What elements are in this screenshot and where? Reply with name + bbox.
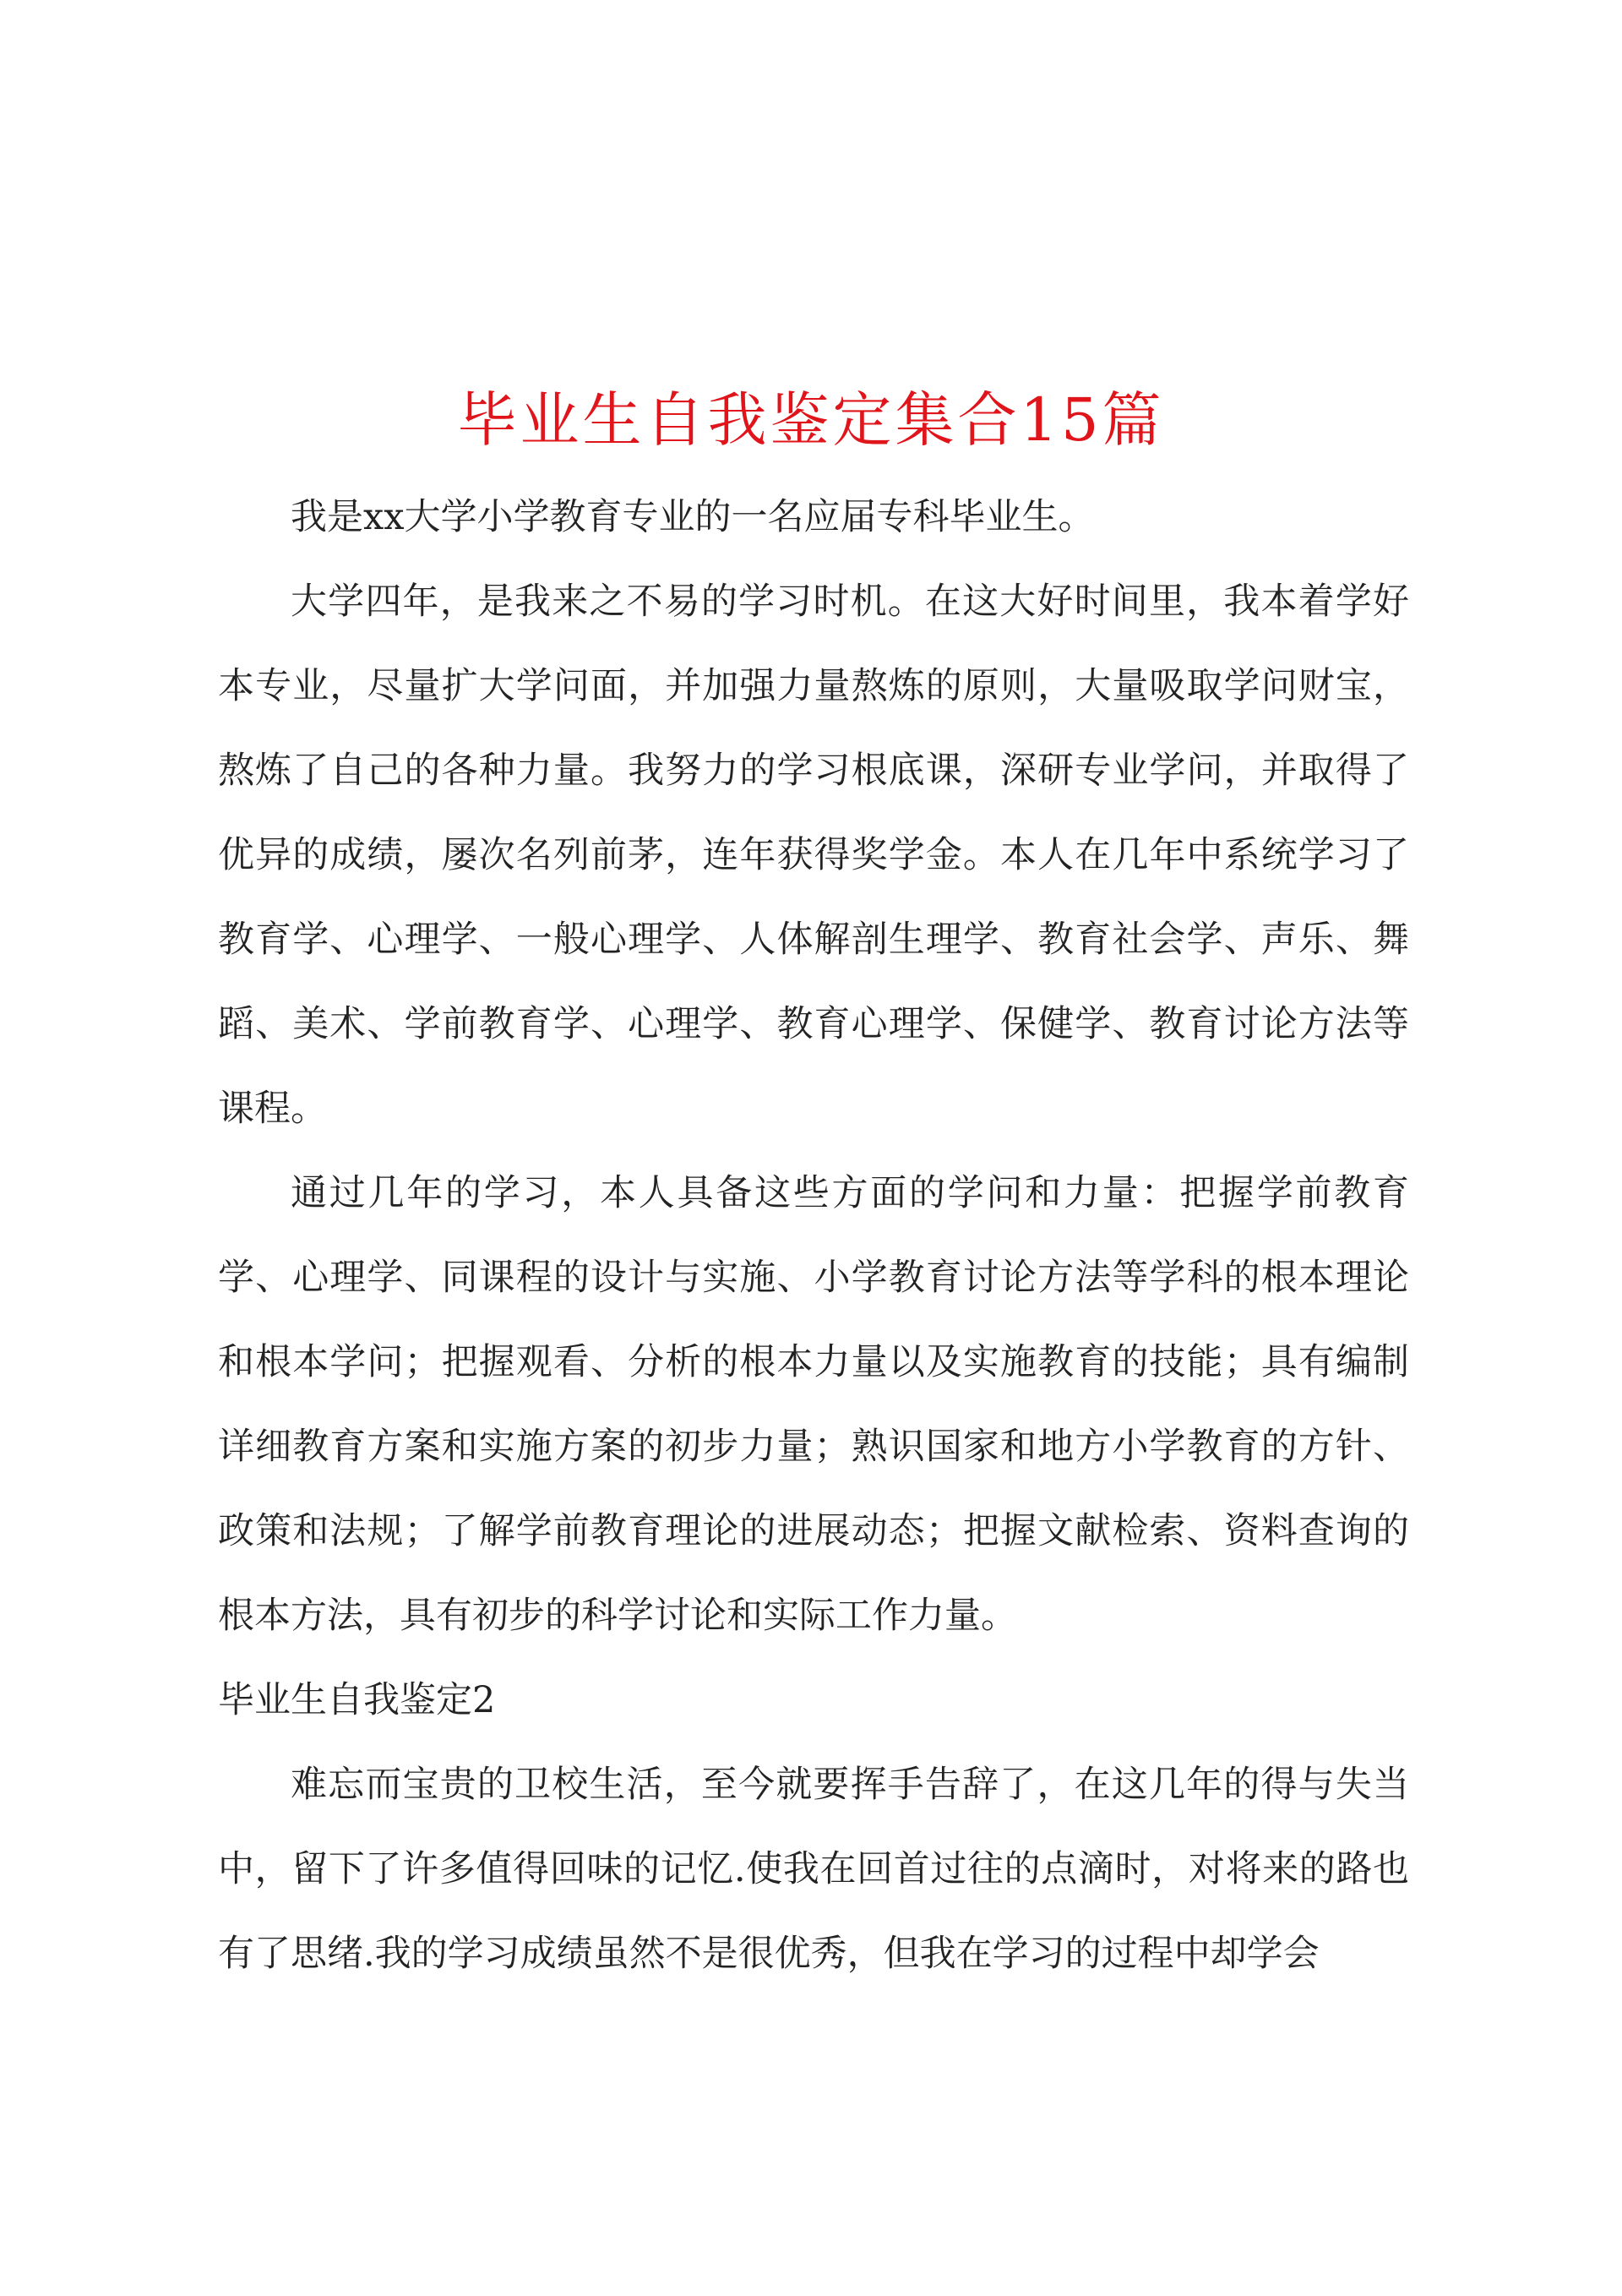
paragraph-section-2: 难忘而宝贵的卫校生活，至今就要挥手告辞了，在这几年的得与失当中，留下了许多值得回味的记忆.使我在回首过往的点滴时，对将来的路也有了思绪.我的学习成绩虽然不是很优秀，但我在学习的过程中却学会 xyxy=(218,1764,1409,1975)
document-body xyxy=(218,475,1409,1996)
paragraph-intro: 我是xx大学小学教育专业的一名应届专科毕业生。 xyxy=(291,496,1095,538)
paragraph-university-study: 大学四年，是我来之不易的学习时机。在这大好时间里，我本着学好本专业，尽量扩大学问面，并加强力量熬炼的原则，大量吸取学问财宝，熬炼了自己的各种力量。我努力的学习根底课，深研专业学问，并取得了优异的成绩，屡次名列前茅，连年获得奖学金。本人在几年中系统学习了教育学、心理学、一般心理学、人体解剖生理学、教育社会学、声乐、舞蹈、美术、学前教育学、心理学、教育心理学、保健学、教育讨论方法等课程。 xyxy=(218,581,1409,1130)
document-title: 毕业生自我鉴定集合15篇 xyxy=(457,384,1165,455)
paragraph-knowledge-skills: 通过几年的学习，本人具备这些方面的学问和力量：把握学前教育学、心理学、同课程的设计与实施、小学教育讨论方法等学科的根本理论和根本学问；把握观看、分析的根本力量以及实施教育的技能；具有编制详细教育方案和实施方案的初步力量；熟识国家和地方小学教育的方针、政策和法规；了解学前教育理论的进展动态；把握文献检索、资料查询的根本方法，具有初步的科学讨论和实际工作力量。 xyxy=(218,1172,1409,1637)
section-heading: 毕业生自我鉴定2 xyxy=(218,1679,496,1721)
